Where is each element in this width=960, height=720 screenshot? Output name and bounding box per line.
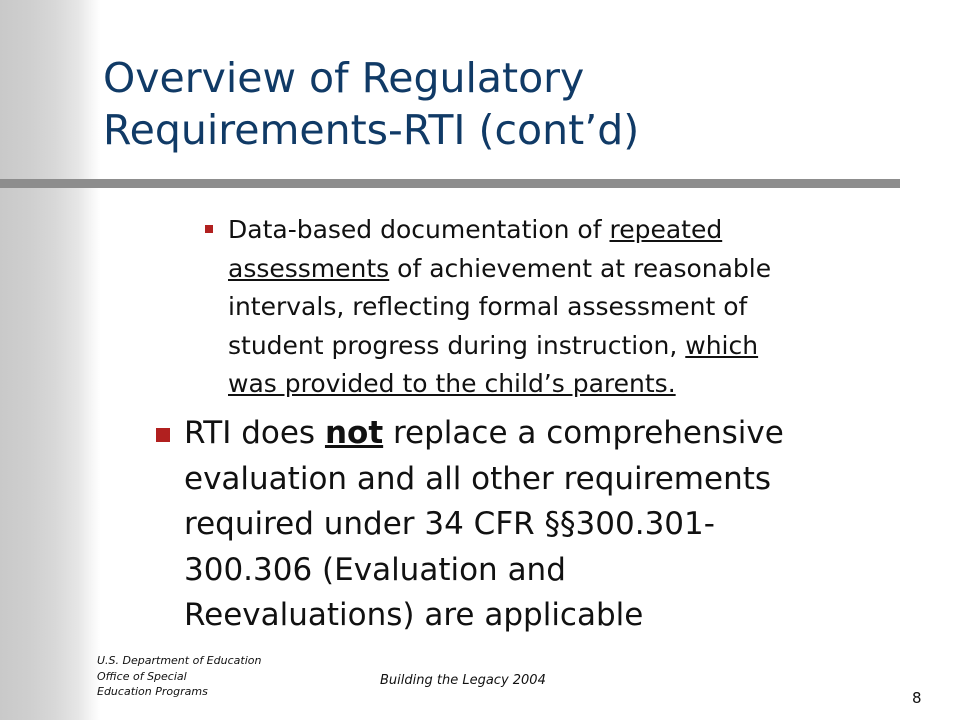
footer-org-line: Office of Special [97, 669, 187, 683]
footer-org-line: Education Programs [97, 685, 208, 698]
sub-bullet-text-segment: of achievement at reasonable [389, 253, 772, 283]
main-bullet-text-segment: RTI does [184, 415, 325, 451]
emphasized-text: not [324, 415, 384, 451]
sub-bullet-text-segment: Data-based documentation of [228, 215, 610, 244]
main-bullet-text-segment: Reevaluations) are applicable [184, 597, 644, 633]
footer-org-line: U.S. Department of Education [97, 654, 262, 667]
underlined-text: repeated [609, 215, 723, 244]
footer-center-text: Building the Legacy 2004 [380, 673, 546, 688]
square-bullet-icon [205, 225, 213, 233]
sub-bullet-text-segment: intervals, reflecting formal assessment of [228, 292, 748, 321]
main-bullet-text-segment: replace a comprehensive [383, 415, 784, 451]
main-bullet-text-segment: required under 34 CFR §§300.301- [184, 506, 715, 542]
main-bullet-text-segment: 300.306 (Evaluation and [184, 551, 566, 588]
underlined-text: was provided to the child’s parents. [228, 369, 676, 398]
underlined-text: assessments [228, 253, 390, 283]
main-bullet-text-segment: evaluation and all other requirements [184, 460, 772, 497]
footer-organization [97, 653, 261, 700]
slide-title-line-1: Overview of Regulatory [103, 54, 585, 102]
slide-number: 8 [912, 689, 922, 707]
underlined-text: which [685, 330, 759, 360]
square-bullet-icon [156, 428, 170, 442]
sub-bullet-text-segment: student progress during instruction, [228, 330, 686, 360]
sub-bullet-text [228, 211, 928, 404]
title-divider [0, 179, 900, 188]
slide-title-line-2: Requirements-RTI (cont’d) [103, 106, 640, 154]
slide-title [103, 52, 943, 156]
main-bullet-text [184, 411, 924, 639]
